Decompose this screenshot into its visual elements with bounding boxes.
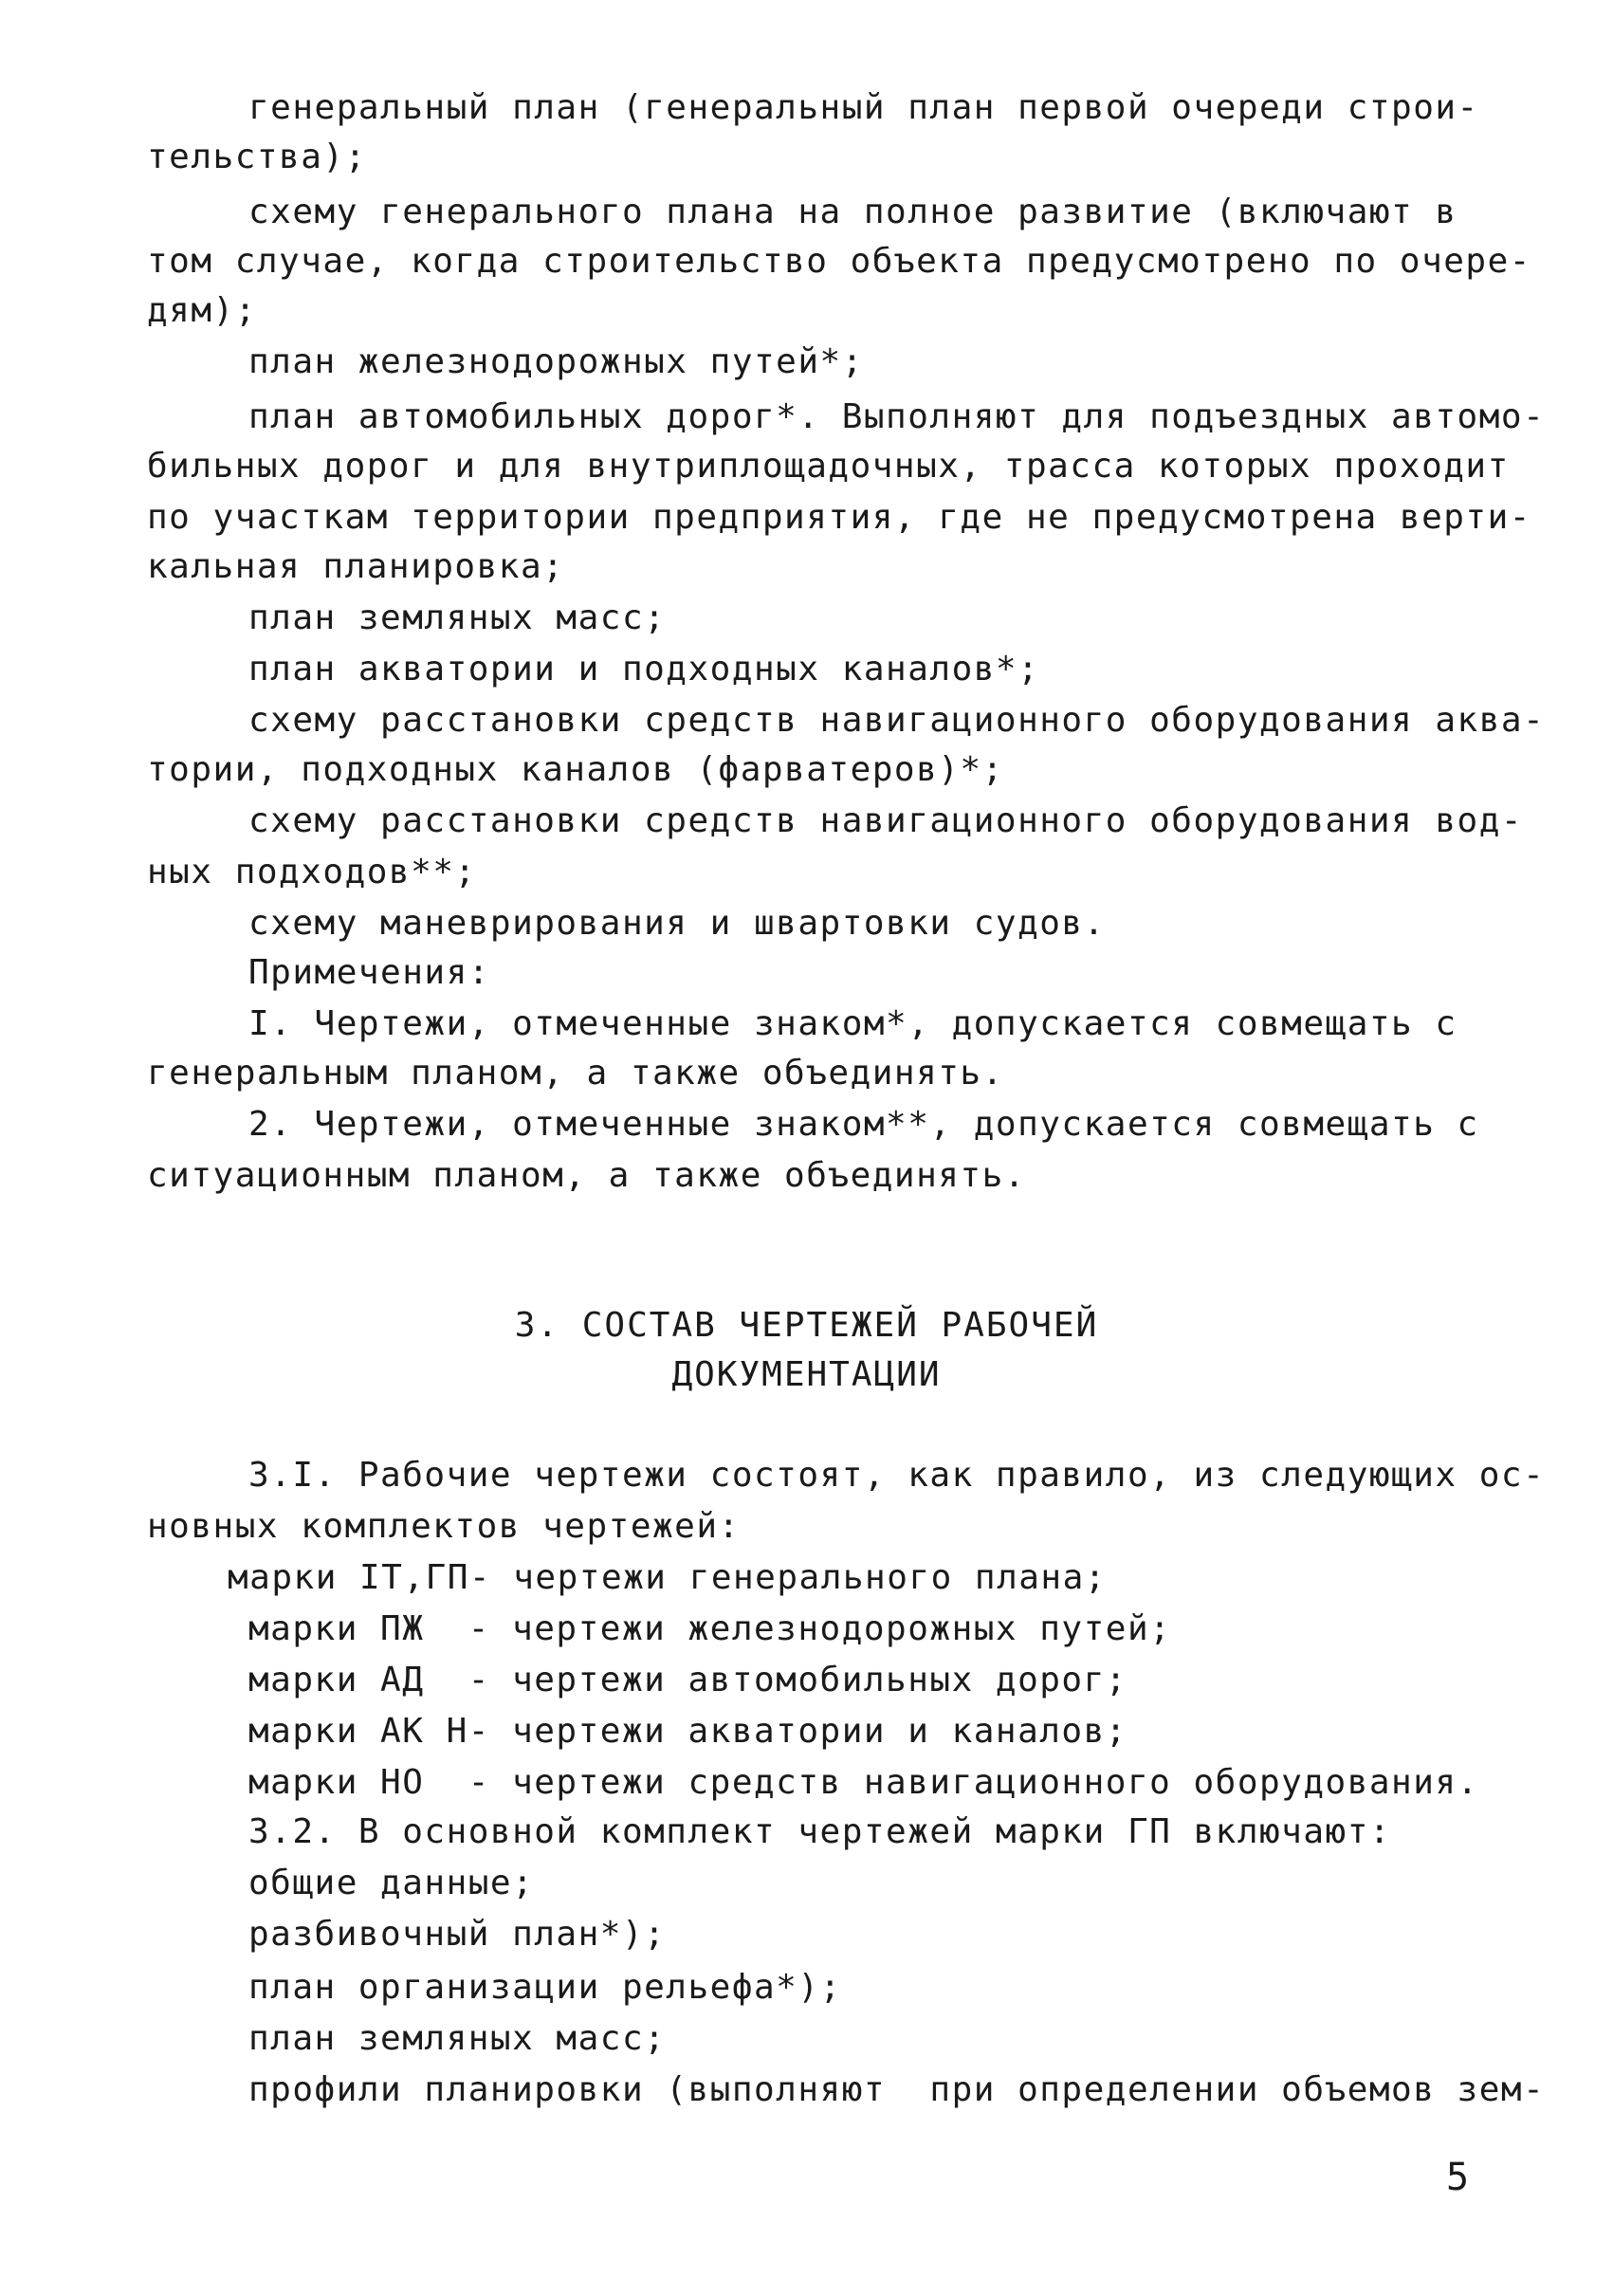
paragraph-3-2: 3.2. В основной комплект чертежей марки ГП включают: bbox=[248, 1812, 1392, 1851]
text-line: кальная планировка; bbox=[147, 547, 565, 586]
text-line: схему расстановки средств навигационного оборудования вод- bbox=[248, 801, 1524, 840]
list-item: общие данные; bbox=[248, 1864, 535, 1902]
text-line: дям); bbox=[147, 291, 257, 330]
section-heading-continued: ДОКУМЕНТАЦИИ bbox=[671, 1355, 942, 1394]
text-line: схему расстановки средств навигационного оборудования аква- bbox=[248, 701, 1546, 740]
text-line: новных комплектов чертежей: bbox=[147, 1507, 741, 1546]
note-1: I. Чертежи, отмеченные знаком*, допускается совмещать с bbox=[248, 1004, 1457, 1043]
text-line: схему маневрирования и швартовки судов. bbox=[248, 904, 1106, 943]
text-line: по участкам территории предприятия, где не предусмотрена верти- bbox=[147, 498, 1531, 537]
text-line: бильных дорог и для внутриплощадочных, трасса которых проходит bbox=[147, 447, 1510, 486]
list-item: профили планировки (выполняют при определении объемов зем- bbox=[248, 2070, 1546, 2109]
text-line: том случае, когда строительство объекта предусмотрено по очере- bbox=[147, 242, 1531, 281]
text-line: тельства); bbox=[147, 138, 367, 176]
text-line: ных подходов**; bbox=[147, 853, 477, 891]
text-line: план автомобильных дорог*. Выполняют для подъездных автомо- bbox=[248, 397, 1546, 436]
text-line: план железнодорожных путей*; bbox=[248, 342, 864, 381]
list-item: марки НО - чертежи средств навигационного оборудования. bbox=[248, 1763, 1479, 1802]
page-number: 5 bbox=[1446, 2156, 1470, 2199]
list-item: марки АК Н- чертежи акватории и каналов; bbox=[248, 1712, 1127, 1751]
text-line: генеральный план (генеральный план первой очереди строи- bbox=[248, 88, 1479, 127]
section-heading: 3. СОСТАВ ЧЕРТЕЖЕЙ РАБОЧЕЙ bbox=[514, 1306, 1099, 1345]
list-item: марки ПЖ - чертежи железнодорожных путей; bbox=[248, 1609, 1172, 1648]
list-item: марки АД - чертежи автомобильных дорог; bbox=[248, 1661, 1127, 1699]
text-line: тории, подходных каналов (фарватеров)*; bbox=[147, 750, 1004, 789]
text-line: схему генерального плана на полное развитие (включают в bbox=[248, 193, 1457, 231]
notes-label: Примечения: bbox=[248, 953, 490, 992]
text-line: генеральным планом, а также объединять. bbox=[147, 1054, 1004, 1093]
text-line: план земляных масс; bbox=[248, 598, 667, 637]
text-line: план акватории и подходных каналов*; bbox=[248, 650, 1040, 689]
list-item: разбивочный план*); bbox=[248, 1915, 667, 1954]
list-item: план организации рельефа*); bbox=[248, 1968, 842, 2007]
note-2: 2. Чертежи, отмеченные знаком**, допускается совмещать с bbox=[248, 1105, 1479, 1144]
list-item: план земляных масс; bbox=[248, 2019, 667, 2058]
list-item: марки IТ,ГП- чертежи генерального плана; bbox=[228, 1558, 1107, 1597]
text-line: ситуационным планом, а также объединять. bbox=[147, 1156, 1026, 1195]
paragraph-3-1: 3.I. Рабочие чертежи состоят, как правило, из следующих ос- bbox=[248, 1456, 1546, 1495]
